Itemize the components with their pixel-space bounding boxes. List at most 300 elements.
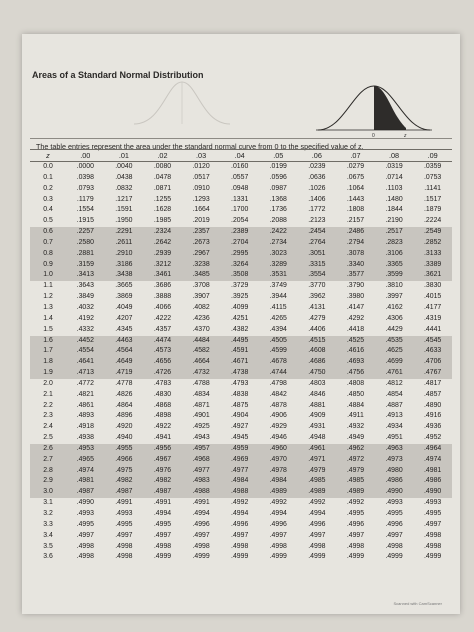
table-cell: .4265 <box>269 314 287 322</box>
table-row <box>30 346 452 357</box>
table-cell: .0832 <box>115 184 133 192</box>
table-cell: .4997 <box>269 531 287 539</box>
row-z-value: 0.7 <box>43 238 53 246</box>
table-cell: .4345 <box>115 325 133 333</box>
table-cell: .4554 <box>76 347 94 355</box>
table-cell: .4995 <box>115 520 133 528</box>
table-cell: .4998 <box>424 531 442 539</box>
table-cell: .4370 <box>192 325 210 333</box>
table-cell: .4974 <box>76 466 94 474</box>
header-col: .01 <box>118 151 129 160</box>
table-cell: .4842 <box>269 390 287 398</box>
table-cell: .1217 <box>115 195 133 203</box>
shaded-area <box>374 86 406 130</box>
table-cell: .0636 <box>308 173 326 181</box>
table-cell: .0438 <box>115 173 133 181</box>
table-cell: .2764 <box>308 238 326 246</box>
table-cell: .3461 <box>153 271 172 279</box>
table-cell: .2734 <box>269 238 287 246</box>
table-cell: .4846 <box>308 390 326 398</box>
table-cell: .3023 <box>269 249 287 257</box>
table-cell: .4545 <box>424 336 442 344</box>
table-cell: .0040 <box>115 163 133 170</box>
row-z-value: 0.4 <box>43 206 53 214</box>
table-cell: .4357 <box>153 325 172 333</box>
table-cell: .4664 <box>192 358 210 366</box>
table-cell: .0199 <box>269 163 287 170</box>
table-cell: .4980 <box>385 466 403 474</box>
table-cell: .2704 <box>231 238 249 246</box>
table-cell: .4826 <box>115 390 133 398</box>
row-z-value: 3.4 <box>43 531 53 539</box>
table-cell: .4992 <box>269 499 287 507</box>
table-cell: .4744 <box>269 369 287 377</box>
table-cell: .4788 <box>192 379 210 387</box>
table-cell: .4976 <box>153 466 172 474</box>
table-cell: .3869 <box>115 293 133 301</box>
table-cell: .0319 <box>385 163 403 170</box>
table-cell: .4920 <box>115 423 133 431</box>
table-cell: .4969 <box>231 455 249 463</box>
table-cell: .4978 <box>269 466 287 474</box>
table-cell: .0596 <box>269 173 287 181</box>
table-cell: .4948 <box>308 434 326 442</box>
row-z-value: 1.4 <box>43 314 53 322</box>
table-cell: .4990 <box>424 488 442 496</box>
table-cell: .4961 <box>308 444 326 452</box>
table-cell: .4505 <box>269 336 287 344</box>
table-cell: .4830 <box>153 390 172 398</box>
table-cell: .4896 <box>115 412 133 420</box>
table-row <box>30 260 452 271</box>
table-cell: .4993 <box>424 499 442 507</box>
table-cell: .1406 <box>308 195 326 203</box>
table-row <box>30 476 452 487</box>
table-cell: .4936 <box>424 423 442 431</box>
table-cell: .4971 <box>308 455 326 463</box>
table-row <box>30 411 452 422</box>
table-row <box>30 433 452 444</box>
table-cell: .2673 <box>192 238 210 246</box>
table-cell: .3944 <box>269 293 287 301</box>
table-row <box>30 357 452 368</box>
table-cell: .4693 <box>346 358 365 366</box>
header-col: .07 <box>350 151 361 160</box>
table-cell: .1772 <box>308 206 326 214</box>
table-cell: .2967 <box>192 249 210 257</box>
table-cell: .4993 <box>115 510 133 517</box>
table-cell: .4394 <box>269 325 287 333</box>
table-cell: .4998 <box>76 542 94 550</box>
table-cell: .2910 <box>115 249 133 257</box>
row-z-value: 0.5 <box>43 217 53 225</box>
table-cell: .2486 <box>346 228 365 236</box>
table-cell: .0517 <box>192 173 210 181</box>
table-row <box>30 238 452 249</box>
table-cell: .0120 <box>192 163 210 170</box>
table-cell: .4988 <box>231 488 249 496</box>
row-z-value: 3.5 <box>43 542 53 550</box>
table-cell: .4964 <box>424 444 442 452</box>
table-cell: .4999 <box>308 553 326 561</box>
table-cell: .2088 <box>269 217 287 225</box>
table-cell: .3365 <box>385 260 403 268</box>
table-row <box>30 520 452 531</box>
table-row <box>30 531 452 542</box>
table-cell: .4854 <box>385 390 403 398</box>
table-cell: .4997 <box>153 531 172 539</box>
table-cell: .4991 <box>192 499 210 507</box>
table-cell: .1026 <box>308 184 326 192</box>
table-row <box>30 162 452 173</box>
table-cell: .4995 <box>346 510 365 517</box>
table-cell: .1179 <box>76 195 94 203</box>
table-cell: .4996 <box>308 520 326 528</box>
table-cell: .4418 <box>346 325 365 333</box>
table-cell: .3078 <box>346 249 365 257</box>
header-col: .05 <box>273 151 284 160</box>
row-z-value: 1.8 <box>43 358 53 366</box>
table-cell: .3686 <box>153 282 172 290</box>
table-cell: .3577 <box>346 271 365 279</box>
table-cell: .0871 <box>153 184 172 192</box>
table-cell: .3485 <box>192 271 210 279</box>
table-cell: .3106 <box>385 249 403 257</box>
table-cell: .4115 <box>269 303 287 311</box>
row-z-value: 2.6 <box>43 444 53 452</box>
table-cell: .4901 <box>192 412 210 420</box>
table-cell: .4987 <box>115 488 133 496</box>
table-cell: .4236 <box>192 314 210 322</box>
table-cell: .4996 <box>269 520 287 528</box>
table-cell: .4979 <box>308 466 326 474</box>
table-cell: .2939 <box>153 249 172 257</box>
table-cell: .4981 <box>424 466 442 474</box>
table-cell: .4641 <box>76 358 94 366</box>
table-cell: .4633 <box>424 347 442 355</box>
table-row <box>30 487 452 498</box>
table-cell: .4649 <box>115 358 133 366</box>
table-cell: .4332 <box>76 325 94 333</box>
table-cell: .2389 <box>231 228 249 236</box>
table-cell: .4484 <box>192 336 210 344</box>
row-z-value: 1.7 <box>43 347 53 355</box>
row-z-value: 1.3 <box>43 303 53 311</box>
table-cell: .4997 <box>308 531 326 539</box>
table-cell: .0557 <box>231 173 249 181</box>
table-cell: .1700 <box>231 206 249 214</box>
table-cell: .3238 <box>192 260 210 268</box>
table-cell: .4981 <box>76 477 94 485</box>
table-cell: .3508 <box>231 271 249 279</box>
table-cell: .4977 <box>231 466 249 474</box>
table-cell: .4719 <box>115 369 133 377</box>
table-cell: .4986 <box>385 477 403 485</box>
table-cell: .3438 <box>115 271 133 279</box>
table-cell: .2580 <box>76 238 94 246</box>
table-cell: .4992 <box>346 499 365 507</box>
table-cell: .4616 <box>346 347 365 355</box>
row-z-value: 0.1 <box>43 173 53 181</box>
table-cell: .4906 <box>269 412 287 420</box>
table-row <box>30 498 452 509</box>
table-cell: .4929 <box>269 423 287 431</box>
table-cell: .4996 <box>346 520 365 528</box>
table-cell: .4319 <box>424 314 442 322</box>
row-z-value: 3.0 <box>43 488 53 496</box>
table-cell: .4495 <box>231 336 249 344</box>
scanner-watermark: Scanned with CamScanner <box>393 601 442 606</box>
table-cell: .4994 <box>153 510 172 517</box>
table-cell: .3133 <box>424 249 442 257</box>
table-cell: .3708 <box>192 282 210 290</box>
table-cell: .4868 <box>153 401 172 409</box>
table-row <box>30 401 452 412</box>
table-cell: .2123 <box>308 217 326 225</box>
table-cell: .4998 <box>424 542 442 550</box>
table-cell: .4783 <box>153 379 172 387</box>
header-col: .02 <box>157 151 168 160</box>
curve-label-zero: 0 <box>372 133 375 138</box>
table-row <box>30 325 452 336</box>
header-col: .08 <box>388 151 400 160</box>
table-cell: .4966 <box>115 455 133 463</box>
table-row <box>30 184 452 195</box>
divider <box>30 138 452 139</box>
table-cell: .4922 <box>153 423 172 431</box>
table-cell: .2642 <box>153 238 172 246</box>
table-cell: .4582 <box>192 347 210 355</box>
table-row <box>30 455 452 466</box>
table-cell: .2995 <box>231 249 249 257</box>
row-z-value: 2.1 <box>43 390 53 398</box>
table-cell: .4960 <box>269 444 287 452</box>
table-cell: .4608 <box>308 347 326 355</box>
table-cell: .4938 <box>76 434 94 442</box>
table-cell: .4429 <box>385 325 403 333</box>
table-cell: .1664 <box>192 206 210 214</box>
table-cell: .3159 <box>76 260 94 268</box>
table-cell: .2881 <box>76 249 94 257</box>
row-z-value: 1.2 <box>43 293 53 301</box>
table-cell: .2454 <box>308 228 326 236</box>
table-cell: .4772 <box>76 379 94 387</box>
table-cell: .2324 <box>153 228 172 236</box>
table-cell: .4864 <box>115 401 133 409</box>
table-cell: .4956 <box>153 444 172 452</box>
table-cell: .4808 <box>346 379 365 387</box>
table-cell: .4984 <box>269 477 287 485</box>
table-cell: .4726 <box>153 369 172 377</box>
table-cell: .4999 <box>424 553 442 561</box>
row-z-value: 2.2 <box>43 401 53 409</box>
row-z-value: 3.3 <box>43 520 53 528</box>
table-cell: .1293 <box>192 195 210 203</box>
table-cell: .3315 <box>308 260 326 268</box>
table-cell: .3643 <box>76 282 94 290</box>
table-cell: .4995 <box>424 510 442 517</box>
table-cell: .4793 <box>231 379 249 387</box>
table-cell: .4925 <box>192 423 210 431</box>
table-cell: .4147 <box>346 303 365 311</box>
row-z-value: 0.3 <box>43 195 53 203</box>
table-row <box>30 552 452 563</box>
table-cell: .4989 <box>346 488 365 496</box>
table-cell: .4955 <box>115 444 133 452</box>
table-cell: .4857 <box>424 390 442 398</box>
table-cell: .4998 <box>192 542 210 550</box>
row-z-value: 3.1 <box>43 499 53 507</box>
table-cell: .4996 <box>231 520 249 528</box>
table-cell: .3907 <box>192 293 210 301</box>
table-cell: .4968 <box>192 455 210 463</box>
table-cell: .4990 <box>385 488 403 496</box>
table-cell: .4997 <box>424 520 442 528</box>
table-cell: .4997 <box>115 531 133 539</box>
table-cell: .4525 <box>346 336 365 344</box>
table-cell: .1517 <box>424 195 442 203</box>
table-cell: .3389 <box>424 260 442 268</box>
table-cell: .3289 <box>269 260 287 268</box>
table-cell: .1443 <box>346 195 365 203</box>
table-cell: .4992 <box>231 499 249 507</box>
table-cell: .4999 <box>192 553 210 561</box>
table-cell: .4838 <box>231 390 249 398</box>
table-cell: .4131 <box>308 303 326 311</box>
table-row <box>30 466 452 477</box>
table-cell: .4979 <box>346 466 365 474</box>
row-z-value: 1.6 <box>43 336 53 344</box>
table-cell: .4177 <box>424 303 442 311</box>
table-row <box>30 281 452 292</box>
table-cell: .4066 <box>153 303 172 311</box>
table-row <box>30 249 452 260</box>
table-cell: .2794 <box>346 238 365 246</box>
table-cell: .4983 <box>192 477 210 485</box>
table-cell: .1736 <box>269 206 287 214</box>
table-cell: .4982 <box>153 477 172 485</box>
table-cell: .3790 <box>346 282 365 290</box>
table-cell: .3962 <box>308 293 326 301</box>
table-cell: .4990 <box>76 499 94 507</box>
row-z-value: 0.6 <box>43 228 53 236</box>
table-cell: .4599 <box>269 347 287 355</box>
table-cell: .4998 <box>231 542 249 550</box>
table-row <box>30 444 452 455</box>
table-cell: .4706 <box>424 358 442 366</box>
table-cell: .2611 <box>115 238 133 246</box>
table-cell: .3830 <box>424 282 442 290</box>
table-cell: .4945 <box>231 434 249 442</box>
table-row <box>30 205 452 216</box>
table-row <box>30 422 452 433</box>
table-cell: .4671 <box>231 358 249 366</box>
table-cell: .0000 <box>76 163 94 170</box>
table-cell: .4987 <box>153 488 172 496</box>
table-cell: .4999 <box>385 553 403 561</box>
table-cell: .0910 <box>192 184 210 192</box>
table-cell: .4998 <box>269 542 287 550</box>
table-cell: .4997 <box>231 531 249 539</box>
table-cell: .2852 <box>424 238 442 246</box>
table-cell: .4995 <box>153 520 172 528</box>
table-cell: .3888 <box>153 293 172 301</box>
table-cell: .4099 <box>231 303 249 311</box>
table-cell: .4996 <box>192 520 210 528</box>
table-cell: .4998 <box>115 542 133 550</box>
row-z-value: 0.9 <box>43 260 53 268</box>
table-body <box>30 162 452 563</box>
table-cell: .4887 <box>385 401 403 409</box>
table-cell: .3264 <box>231 260 249 268</box>
table-cell: .4821 <box>76 390 94 398</box>
table-cell: .4686 <box>308 358 326 366</box>
table-cell: .4994 <box>269 510 287 517</box>
table-cell: .2019 <box>192 217 210 225</box>
table-cell: .2190 <box>385 217 403 225</box>
table-cell: .3531 <box>269 271 287 279</box>
table-cell: .1628 <box>153 206 172 214</box>
table-cell: .4963 <box>385 444 403 452</box>
table-cell: .0359 <box>424 163 442 170</box>
table-cell: .3729 <box>231 282 249 290</box>
table-cell: .0753 <box>424 173 442 181</box>
row-z-value: 2.4 <box>43 423 53 431</box>
table-cell: .2257 <box>76 228 94 236</box>
table-cell: .1844 <box>385 206 403 214</box>
table-cell: .4994 <box>308 510 326 517</box>
table-cell: .2054 <box>231 217 249 225</box>
table-cell: .4909 <box>308 412 326 420</box>
table-cell: .4911 <box>347 412 364 420</box>
header-col: .09 <box>427 151 438 160</box>
table-cell: .3186 <box>115 260 133 268</box>
table-cell: .4995 <box>385 510 403 517</box>
table-cell: .4999 <box>346 553 365 561</box>
table-caption: The table entries represent the area under the standard normal curve from 0 to the specified value of z. <box>36 142 364 151</box>
row-z-value: 2.7 <box>43 455 53 463</box>
table-cell: .4985 <box>346 477 365 485</box>
table-cell: .1103 <box>385 184 403 192</box>
table-cell: .4878 <box>269 401 287 409</box>
table-cell: .4738 <box>231 369 249 377</box>
table-cell: .4959 <box>231 444 249 452</box>
header-col: .04 <box>234 151 245 160</box>
table-cell: .4591 <box>231 347 249 355</box>
table-cell: .3621 <box>424 271 442 279</box>
table-cell: .4441 <box>424 325 442 333</box>
table-cell: .4995 <box>76 520 94 528</box>
table-cell: .4222 <box>153 314 172 322</box>
table-cell: .4934 <box>385 423 403 431</box>
table-cell: .4997 <box>76 531 94 539</box>
table-cell: .0160 <box>231 163 249 170</box>
table-cell: .4994 <box>192 510 210 517</box>
table-cell: .4999 <box>153 553 172 561</box>
table-cell: .4970 <box>269 455 287 463</box>
table-cell: .4986 <box>424 477 442 485</box>
table-cell: .4192 <box>76 314 94 322</box>
row-z-value: 0.2 <box>43 184 53 192</box>
table-cell: .4817 <box>424 379 442 387</box>
table-row <box>30 509 452 520</box>
table-cell: .4999 <box>231 553 249 561</box>
table-cell: .4904 <box>231 412 249 420</box>
table-cell: .4997 <box>192 531 210 539</box>
table-cell: .4732 <box>192 369 210 377</box>
table-cell: .4951 <box>385 434 403 442</box>
table-cell: .4306 <box>385 314 403 322</box>
